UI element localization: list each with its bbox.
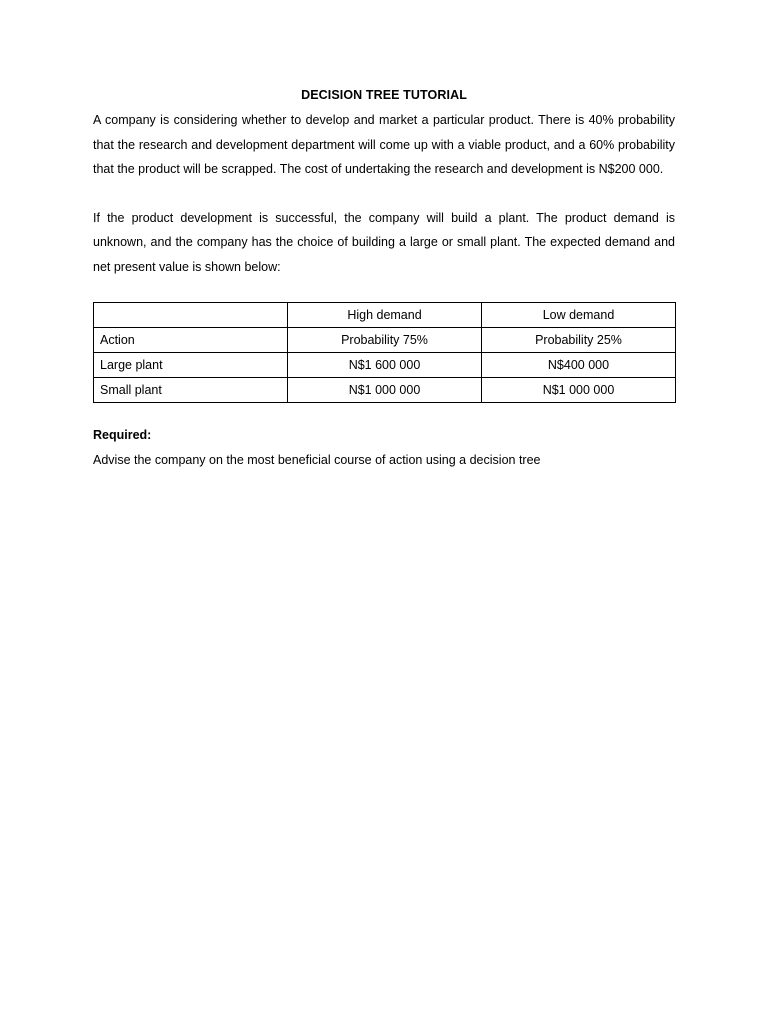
table-row <box>94 377 676 402</box>
document-title: DECISION TREE TUTORIAL <box>301 88 467 102</box>
table-header-cell <box>94 302 288 327</box>
table-row <box>94 352 676 377</box>
table-cell: N$1 000 000 <box>288 377 482 402</box>
table-cell-label: Small plant <box>94 377 288 402</box>
demand-table <box>93 302 676 403</box>
table-cell: Probability 25% <box>482 327 676 352</box>
required-label: Required: <box>93 427 152 442</box>
table-cell: N$1 600 000 <box>288 352 482 377</box>
table-cell-label: Action <box>94 327 288 352</box>
table-cell: Probability 75% <box>288 327 482 352</box>
required-text: Advise the company on the most beneficial course of action using a decision tree <box>93 452 541 467</box>
table-cell: N$1 000 000 <box>482 377 676 402</box>
table-row <box>94 327 676 352</box>
document-page <box>93 85 675 470</box>
table-cell: N$400 000 <box>482 352 676 377</box>
table-header-row <box>94 302 676 327</box>
plant-paragraph: If the product development is successful, the company will build a plant. The product demand is unknown, and the company has the choice of building a large or small plant. The expected demand and net present value is shown below: <box>93 210 675 274</box>
table-header-cell: Low demand <box>482 302 676 327</box>
table-cell-label: Large plant <box>94 352 288 377</box>
intro-paragraph: A company is considering whether to develop and market a particular product. There is 40% probability that the research and development department will come up with a viable product, and a 60% probability that the product will be scrapped. The cost of undertaking the research and development is N$200 000. <box>93 113 675 177</box>
table-header-cell: High demand <box>288 302 482 327</box>
